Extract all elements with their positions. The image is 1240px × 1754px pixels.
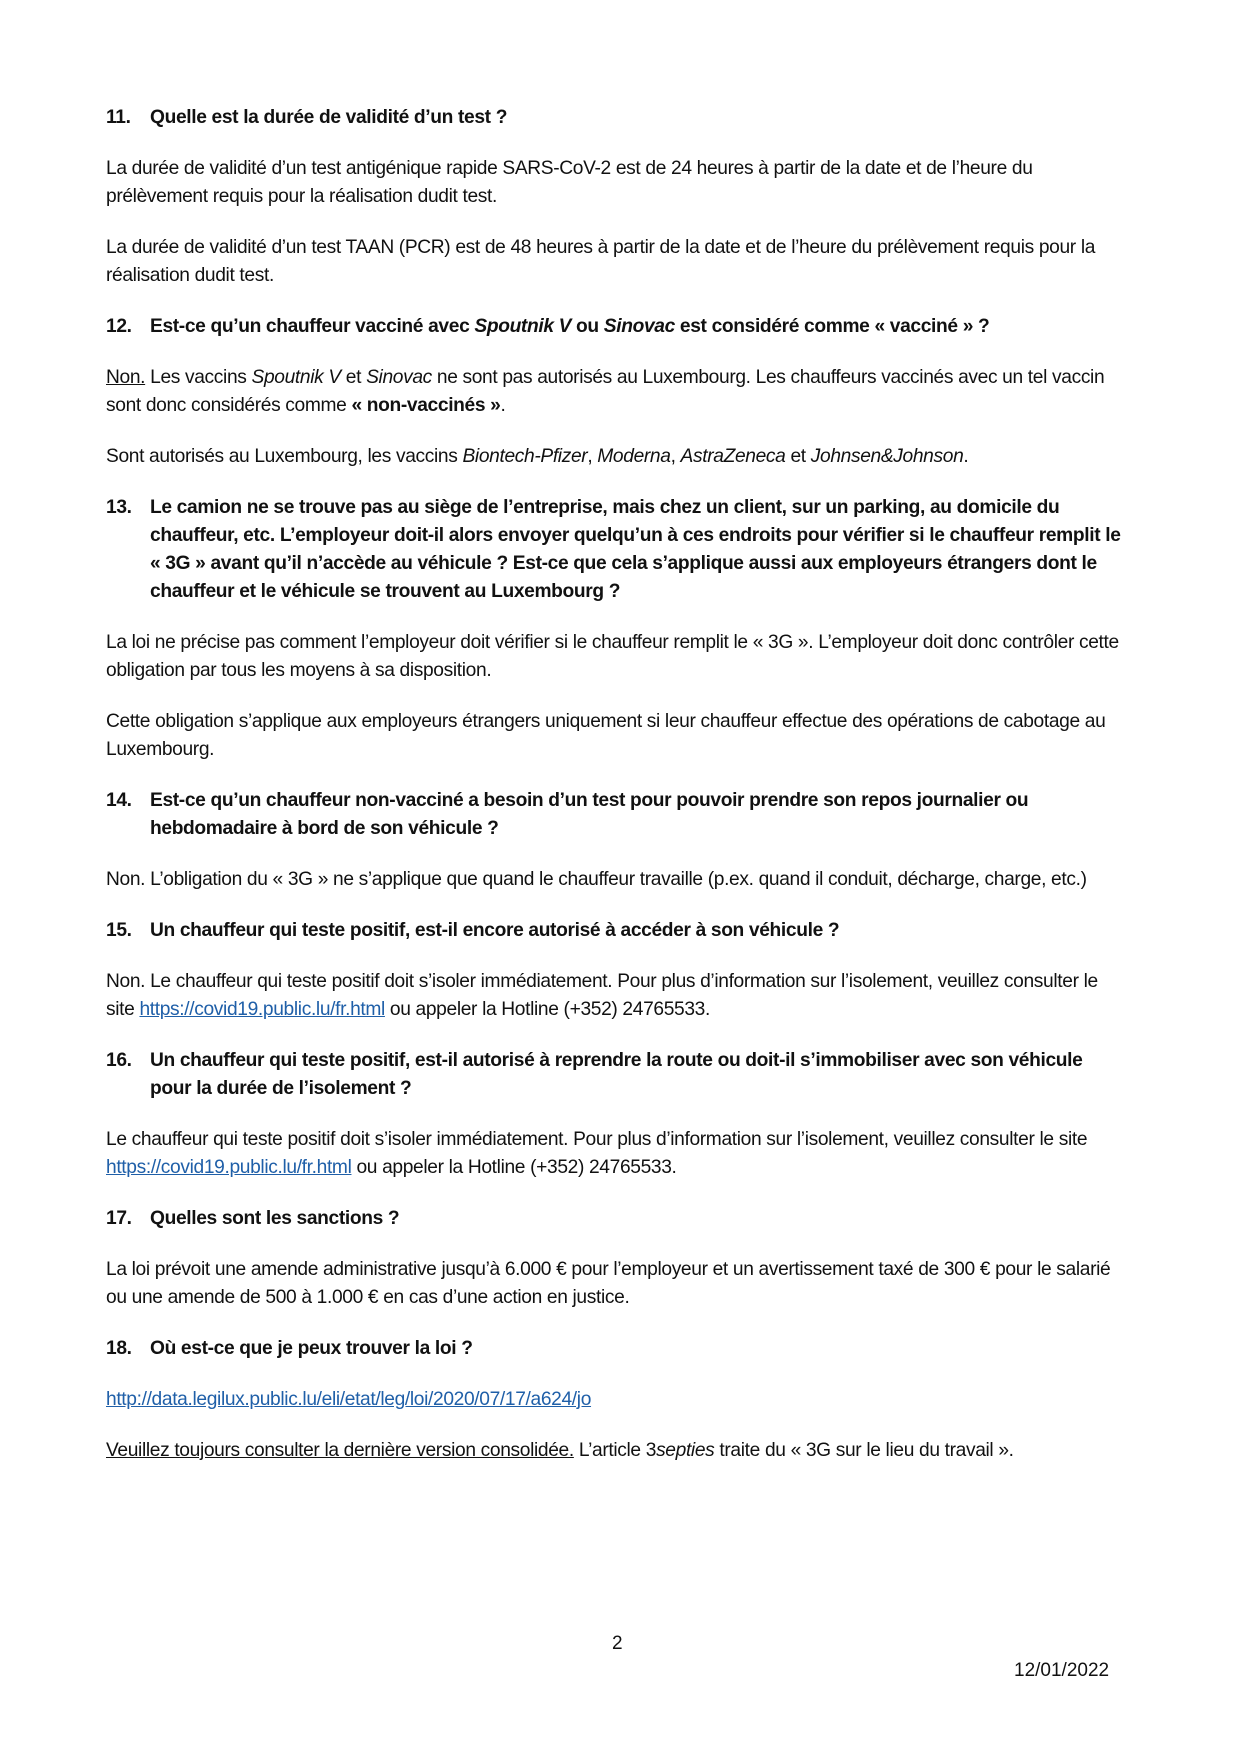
- text-run: Les vaccins: [145, 367, 252, 388]
- question-13: [106, 494, 1126, 606]
- question-11: [106, 104, 1126, 132]
- question-17: [106, 1205, 1126, 1233]
- answer-paragraph: La durée de validité d’un test TAAN (PCR) est de 48 heures à partir de la date et de l’heure du prélèvement requis pour la réalisation dudit test.: [106, 237, 1096, 286]
- question-text: Le camion ne se trouve pas au siège de l’entreprise, mais chez un client, sur un parking, au domicile du chauffeur, etc. L’employeur doit-il alors envoyer quelqu’un à ces endroits pour vérifier si le chauffeur remplit le « 3G » avant qu’il n’accède au véhicule ? Est-ce que cela s’applique aussi aux employeurs étrangers dont le chauffeur et le véhicule se trouvent au Luxembourg ?: [150, 497, 1121, 602]
- question-number: 12.: [106, 316, 132, 337]
- question-text: Où est-ce que je peux trouver la loi ?: [150, 1338, 473, 1359]
- question-text: [150, 313, 1126, 341]
- question-12: [106, 313, 1126, 341]
- text-run: Non. Le chauffeur qui teste positif doit s’isoler immédiatement. Pour plus d’information sur l’isolement, veuillez consulter le site: [106, 971, 1098, 1020]
- answer-no: Non.: [106, 367, 146, 388]
- underlined-note: Veuillez toujours consulter la dernière version consolidée.: [106, 1440, 574, 1461]
- answer-paragraph: Cette obligation s’applique aux employeurs étrangers uniquement si leur chauffeur effectue des opérations de cabotage au Luxembourg.: [106, 711, 1106, 760]
- question-number: 11.: [106, 107, 131, 128]
- vaccine-name: Biontech-Pfizer: [462, 446, 588, 467]
- question-number: 18.: [106, 1338, 132, 1359]
- legilux-law-link[interactable]: http://data.legilux.public.lu/eli/etat/leg/loi/2020/07/17/a624/jo: [106, 1389, 592, 1410]
- text-run: ou appeler la Hotline (+352) 24765533.: [384, 999, 710, 1020]
- answer-paragraph: La loi prévoit une amende administrative jusqu’à 6.000 € pour l’employeur et un avertissement taxé de 300 € pour le salarié ou une amende de 500 à 1.000 € en cas d’une action en justice.: [106, 1259, 1111, 1308]
- question-15: [106, 917, 1126, 945]
- vaccine-name: Moderna: [597, 446, 671, 467]
- text-run: Sont autorisés au Luxembourg, les vaccins: [106, 446, 463, 467]
- text-run: traite du « 3G sur le lieu du travail ».: [714, 1440, 1014, 1461]
- text-run: .: [500, 395, 506, 416]
- question-text: Un chauffeur qui teste positif, est-il encore autorisé à accéder à son véhicule ?: [150, 920, 840, 941]
- question-number: 16.: [106, 1050, 132, 1071]
- answer-paragraph: [106, 1437, 1126, 1465]
- covid-site-link[interactable]: https://covid19.public.lu/fr.html: [106, 1157, 352, 1178]
- text-run: Est-ce qu’un chauffeur vacciné avec: [150, 316, 475, 337]
- text-run: est considéré comme « vacciné » ?: [674, 316, 990, 337]
- vaccine-name: AstraZeneca: [680, 446, 786, 467]
- footer-date: 12/01/2022: [1014, 1660, 1110, 1681]
- text-run: ou: [571, 316, 604, 337]
- text-run: ne sont pas autorisés au Luxembourg. Les chauffeurs vaccinés avec un tel vaccin sont donc considérés comme: [106, 367, 1105, 416]
- answer-paragraph: [106, 443, 1126, 471]
- text-run: .: [963, 446, 969, 467]
- question-number: 13.: [106, 497, 132, 518]
- question-18: [106, 1335, 1126, 1363]
- vaccine-name: Spoutnik V: [251, 367, 341, 388]
- vaccine-name: Sinovac: [366, 367, 432, 388]
- vaccine-name: Spoutnik V: [474, 316, 572, 337]
- covid-site-link[interactable]: https://covid19.public.lu/fr.html: [139, 999, 385, 1020]
- text-run: Le chauffeur qui teste positif doit s’isoler immédiatement. Pour plus d’information sur l’isolement, veuillez consulter le site: [106, 1129, 1088, 1150]
- text-run: L’article 3: [573, 1440, 657, 1461]
- text-run: ou appeler la Hotline (+352) 24765533.: [351, 1157, 677, 1178]
- answer-paragraph: [106, 968, 1126, 1024]
- question-text: Quelles sont les sanctions ?: [150, 1208, 400, 1229]
- answer-paragraph: [106, 1126, 1126, 1182]
- answer-paragraph: La durée de validité d’un test antigénique rapide SARS-CoV-2 est de 24 heures à partir de la date et de l’heure du prélèvement requis pour la réalisation dudit test.: [106, 158, 1033, 207]
- vaccine-name: Johnsen&Johnson: [810, 446, 964, 467]
- text-run: et: [340, 367, 367, 388]
- document-page: [106, 104, 1126, 1488]
- answer-paragraph: [106, 1386, 1126, 1414]
- article-suffix: septies: [656, 1440, 715, 1461]
- answer-paragraph: Non. L’obligation du « 3G » ne s’applique que quand le chauffeur travaille (p.ex. quand il conduit, décharge, charge, etc.): [106, 869, 1087, 890]
- answer-paragraph: [106, 364, 1126, 420]
- question-14: [106, 787, 1126, 843]
- question-text: Est-ce qu’un chauffeur non-vacciné a besoin d’un test pour pouvoir prendre son repos journalier ou hebdomadaire à bord de son véhicule ?: [150, 790, 1029, 839]
- text-run: ,: [587, 446, 598, 467]
- question-16: [106, 1047, 1126, 1103]
- text-run: ,: [670, 446, 681, 467]
- text-run: et: [785, 446, 811, 467]
- question-number: 17.: [106, 1208, 132, 1229]
- answer-paragraph: La loi ne précise pas comment l’employeur doit vérifier si le chauffeur remplit le « 3G ». L’employeur doit donc contrôler cette obligation par tous les moyens à sa disposition.: [106, 632, 1119, 681]
- question-text: Un chauffeur qui teste positif, est-il autorisé à reprendre la route ou doit-il s’immobiliser avec son véhicule pour la durée de l’isolement ?: [150, 1050, 1083, 1099]
- question-number: 15.: [106, 920, 132, 941]
- question-text: Quelle est la durée de validité d’un test ?: [150, 107, 508, 128]
- emphasis: « non-vaccinés »: [351, 395, 501, 416]
- question-number: 14.: [106, 790, 132, 811]
- page-number: 2: [612, 1633, 623, 1654]
- vaccine-name: Sinovac: [603, 316, 675, 337]
